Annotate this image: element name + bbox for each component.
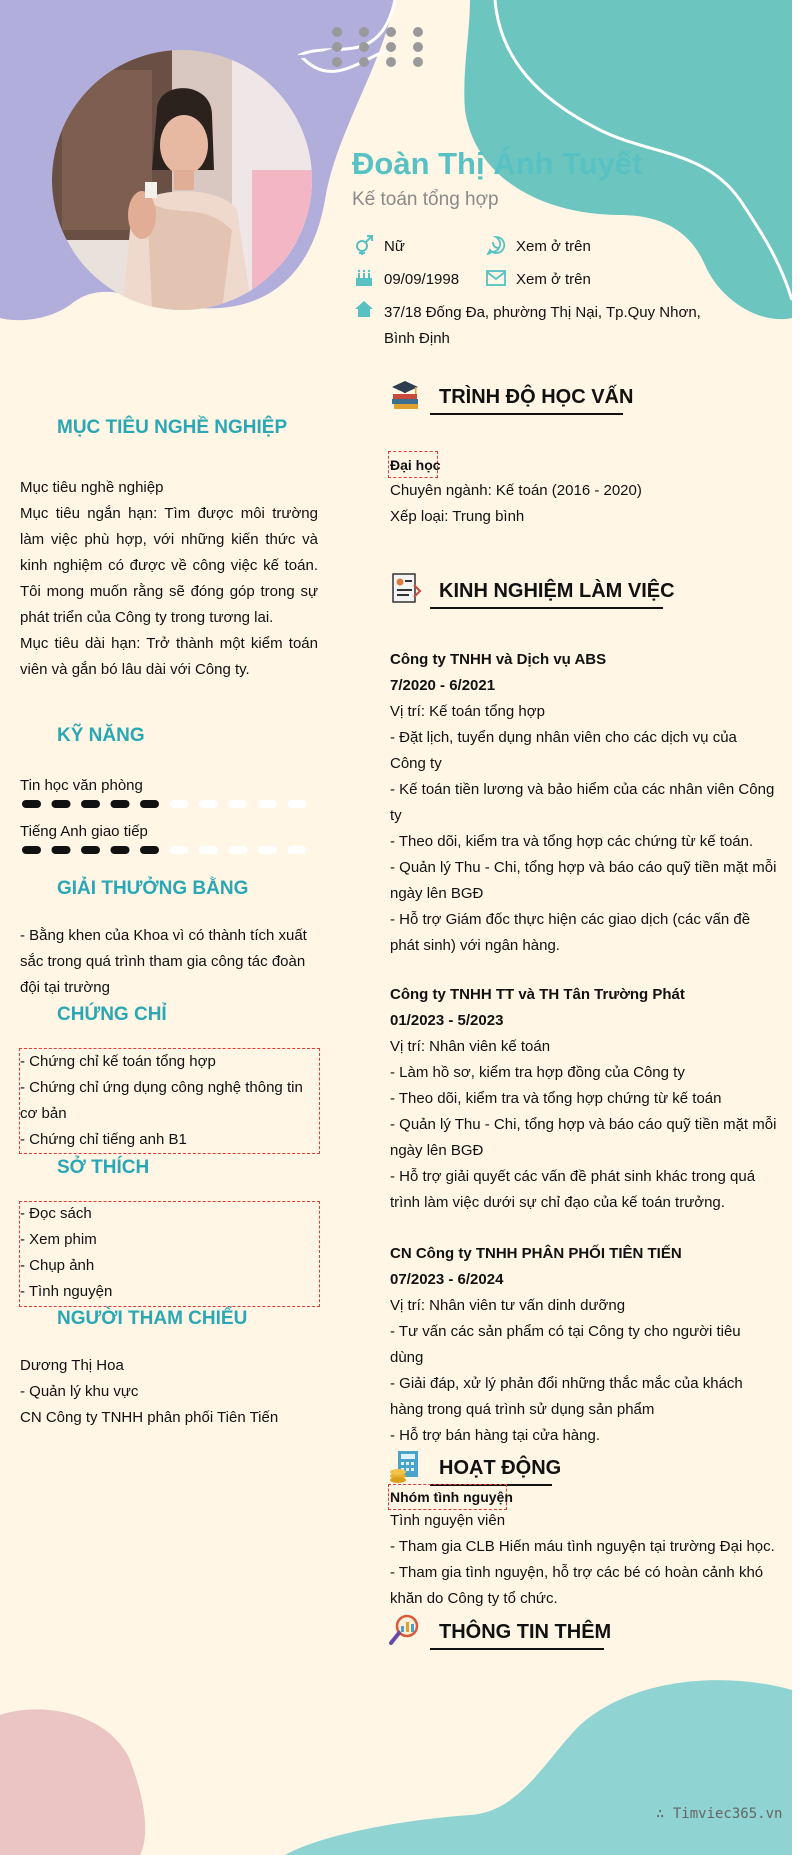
activity-line: - Tham gia CLB Hiến máu tình nguyện tại trường Đại học.: [390, 1538, 775, 1555]
skill-dash-filled: [111, 800, 130, 808]
references-title: NGƯỜI THAM CHIẾU: [57, 1308, 248, 1329]
awards-text: - Bằng khen của Khoa vì có thành tích xuất sắc trong quá trình tham gia công tác đoàn đội tại trường: [20, 927, 307, 996]
skill-dash-filled: [22, 846, 41, 854]
skill-dash-filled: [140, 800, 159, 808]
objective-title: MỤC TIÊU NGHỀ NGHIỆP: [57, 417, 288, 438]
email-icon: [486, 269, 506, 287]
job-line: - Hỗ trợ giải quyết các vấn đề phát sinh khác trong quá: [390, 1168, 756, 1185]
skill-dash-empty: [229, 800, 248, 808]
reference-line: CN Công ty TNHH phân phối Tiên Tiến: [20, 1409, 279, 1426]
skill-dash-empty: [288, 800, 307, 808]
phone-value: Xem ở trên: [516, 238, 591, 255]
skill-rating-bar: [20, 843, 320, 857]
education-underline: [430, 413, 623, 415]
activity-line: khăn do Công ty tổ chức.: [390, 1590, 558, 1607]
job-period: 07/2023 - 6/2024: [390, 1271, 504, 1288]
objective-long-term: Mục tiêu dài hạn: Trở thành một kiểm toán viên và gắn bó lâu dài với Công ty.: [20, 635, 318, 678]
skill-dash-empty: [288, 846, 307, 854]
experience-job-1: [390, 647, 780, 959]
references-list: [20, 1353, 278, 1431]
hobby-item: - Xem phim: [20, 1231, 97, 1248]
magnifier-chart-icon: [388, 1613, 422, 1647]
education-details: [390, 478, 642, 530]
job-company: CN Công ty TNHH PHÂN PHỐI TIÊN TIẾN: [390, 1245, 682, 1262]
skill-dash-empty: [229, 846, 248, 854]
home-icon: [354, 300, 374, 318]
job-line: - Quản lý Thu - Chi, tổng hợp và báo cáo quỹ tiền mặt mỗi: [390, 859, 777, 876]
avatar: [52, 50, 312, 310]
job-line: hàng trong quá trình sử dụng sản phẩm: [390, 1401, 655, 1418]
skill-dash-filled: [81, 800, 100, 808]
certificates-list: [20, 1049, 320, 1153]
whatsapp-icon: [486, 235, 506, 255]
more-info-underline: [430, 1648, 604, 1650]
skill-dash-empty: [258, 800, 277, 808]
books-icon: [388, 377, 422, 411]
activity-line: Tình nguyện viên: [390, 1512, 506, 1529]
certificates-title: CHỨNG CHỈ: [57, 1004, 167, 1025]
skill-dash-filled: [111, 846, 130, 854]
skill-dash-empty: [199, 800, 218, 808]
job-line: Vị trí: Nhân viên kế toán: [390, 1038, 551, 1055]
experience-job-3: [390, 1241, 780, 1449]
education-school: Đại học: [390, 457, 441, 473]
activity-line: - Tham gia tình nguyện, hỗ trợ các bé có hoàn cảnh khó: [390, 1564, 764, 1581]
experience-underline: [430, 607, 663, 609]
activities-title: HOẠT ĐỘNG: [439, 1457, 562, 1479]
experience-title: KINH NGHIỆM LÀM VIỆC: [439, 580, 675, 602]
hobbies-list: [20, 1201, 112, 1305]
birthday-cake-icon: [354, 268, 374, 288]
education-title: TRÌNH ĐỘ HỌC VẤN: [439, 386, 634, 408]
more-info-title: THÔNG TIN THÊM: [439, 1621, 612, 1643]
job-line: ty: [390, 807, 402, 824]
skill-dash-filled: [140, 846, 159, 854]
birthday-value: 09/09/1998: [384, 271, 460, 288]
hobby-item: - Tình nguyện: [20, 1283, 113, 1300]
gender-icon: [354, 235, 374, 255]
job-title: Kế toán tổng hợp: [352, 189, 499, 210]
skill-dash-empty: [170, 800, 189, 808]
job-line: Vị trí: Nhân viên tư vấn dinh dưỡng: [390, 1297, 626, 1314]
job-line: - Tư vấn các sản phẩm có tại Công ty cho người tiêu: [390, 1323, 741, 1340]
skill-name: Tiếng Anh giao tiếp: [20, 823, 148, 840]
skill-name: Tin học văn phòng: [20, 777, 143, 794]
job-line: Vị trí: Kế toán tổng hợp: [390, 703, 545, 720]
certificate-item: - Chứng chỉ tiếng anh B1: [20, 1131, 187, 1148]
job-line: dùng: [390, 1349, 424, 1366]
education-line: Xếp loại: Trung bình: [390, 508, 525, 525]
candidate-name: Đoàn Thị Ánh Tuyết: [352, 146, 643, 181]
job-line: trình làm việc dưới sự chỉ đạo của kế toán trưởng.: [390, 1194, 725, 1211]
reference-line: - Quản lý khu vực: [20, 1383, 139, 1400]
skill-rating-bar: [20, 797, 320, 811]
skill-dash-filled: [52, 846, 71, 854]
job-line: ngày lên BGĐ: [390, 1142, 484, 1159]
activities-list: [390, 1508, 780, 1612]
certificate-item: - Chứng chỉ kế toán tổng hợp: [20, 1053, 216, 1070]
hobbies-title: SỞ THÍCH: [57, 1157, 150, 1178]
skill-dash-empty: [199, 846, 218, 854]
hobby-item: - Chụp ảnh: [20, 1257, 95, 1274]
skill-dash-filled: [22, 800, 41, 808]
hobby-item: - Đọc sách: [20, 1205, 92, 1222]
experience-job-2: [390, 982, 780, 1216]
job-line: - Theo dõi, kiểm tra và tổng hợp chứng từ kế toán: [390, 1090, 722, 1107]
job-line: - Hỗ trợ bán hàng tại cửa hàng.: [390, 1427, 600, 1444]
job-line: - Theo dõi, kiểm tra và tổng hợp các chứng từ kế toán.: [390, 833, 754, 850]
resume-icon: [388, 571, 422, 605]
awards-title: GIẢI THƯỞNG BẰNG: [57, 878, 249, 899]
address-line2: Bình Định: [384, 330, 450, 347]
job-line: - Đặt lịch, tuyển dụng nhân viên cho các dịch vụ của: [390, 729, 737, 746]
skills-title: KỸ NĂNG: [57, 725, 145, 746]
job-period: 7/2020 - 6/2021: [390, 677, 496, 694]
activities-group: Nhóm tình nguyện: [390, 1489, 513, 1505]
job-line: phát sinh) với ngân hàng.: [390, 937, 560, 954]
job-line: - Làm hồ sơ, kiểm tra hợp đồng của Công ty: [390, 1064, 685, 1081]
job-company: Công ty TNHH TT và TH Tân Trường Phát: [390, 986, 685, 1003]
job-line: - Hỗ trợ Giám đốc thực hiện các giao dịch (các vấn đề: [390, 911, 751, 928]
education-line: Chuyên ngành: Kế toán (2016 - 2020): [390, 482, 642, 499]
calculator-icon: [388, 1449, 422, 1483]
skill-dash-empty: [170, 846, 189, 854]
job-line: Công ty: [390, 755, 442, 772]
email-value: Xem ở trên: [516, 271, 591, 288]
gender-value: Nữ: [384, 238, 405, 255]
objective-short-term: Mục tiêu ngắn hạn: Tìm được môi trường làm việc phù hợp, với những kiến thức và kinh nghiệm có được về công việc kế toán. Tôi mong muốn rằng sẽ đóng góp trong sự phát triển của Công ty trong tương lai.: [20, 505, 318, 626]
skill-dash-empty: [258, 846, 277, 854]
skill-dash-filled: [81, 846, 100, 854]
job-period: 01/2023 - 5/2023: [390, 1012, 504, 1029]
job-line: ngày lên BGĐ: [390, 885, 484, 902]
job-company: Công ty TNHH và Dịch vụ ABS: [390, 651, 607, 668]
skill-dash-filled: [52, 800, 71, 808]
certificate-item: - Chứng chỉ ứng dụng công nghệ thông tin cơ bản: [20, 1079, 303, 1122]
job-line: - Kế toán tiền lương và bảo hiểm của các nhân viên Công: [390, 781, 775, 798]
objective-line: Mục tiêu nghề nghiệp: [20, 479, 164, 496]
objective-section: [20, 475, 318, 683]
job-line: - Quản lý Thu - Chi, tổng hợp và báo cáo quỹ tiền mặt mỗi: [390, 1116, 777, 1133]
watermark: ∴ Timviec365.vn: [656, 1806, 783, 1822]
address-line1: 37/18 Đống Đa, phường Thị Nại, Tp.Quy Nhơn,: [384, 304, 701, 321]
job-line: - Giải đáp, xử lý phản đổi những thắc mắc của khách: [390, 1375, 743, 1392]
reference-line: Dương Thị Hoa: [20, 1357, 124, 1374]
